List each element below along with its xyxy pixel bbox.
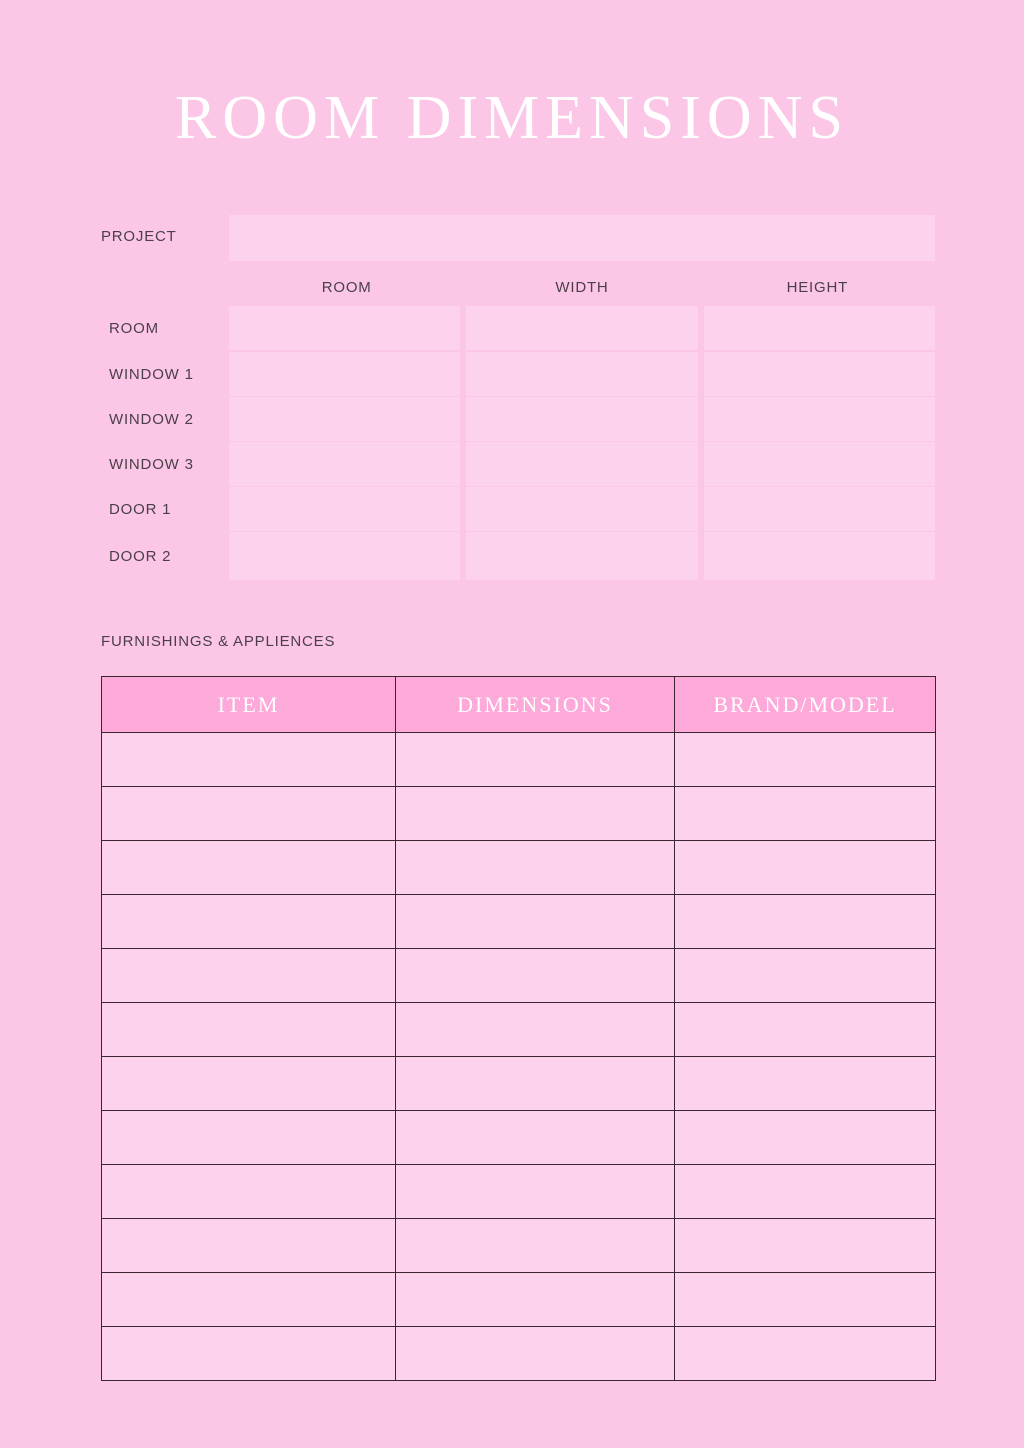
cell-dimensions[interactable] — [396, 787, 675, 841]
table-row — [102, 733, 936, 787]
dimensions-input[interactable] — [396, 1273, 674, 1326]
table-row — [102, 1111, 936, 1165]
cell-dimensions[interactable] — [396, 1219, 675, 1273]
dimensions-input[interactable] — [396, 841, 674, 894]
brand-model-input[interactable] — [675, 841, 935, 894]
cell-dimensions[interactable] — [396, 1165, 675, 1219]
cell-item[interactable] — [102, 1111, 396, 1165]
cell-door-2-room[interactable] — [229, 532, 460, 580]
item-input[interactable] — [102, 895, 395, 948]
item-input[interactable] — [102, 1111, 395, 1164]
item-input[interactable] — [102, 1003, 395, 1056]
furnishings-section-label: FURNISHINGS & APPLIENCES — [101, 633, 336, 650]
brand-model-input[interactable] — [675, 1273, 935, 1326]
brand-model-input[interactable] — [675, 1165, 935, 1218]
cell-dimensions[interactable] — [396, 1273, 675, 1327]
cell-window-3-height[interactable] — [704, 442, 935, 486]
cell-door-2-height[interactable] — [704, 532, 935, 580]
cell-dimensions[interactable] — [396, 895, 675, 949]
cell-item[interactable] — [102, 1057, 396, 1111]
cell-brand-model[interactable] — [675, 841, 936, 895]
brand-model-input[interactable] — [675, 895, 935, 948]
furnishings-table — [101, 676, 936, 1381]
table-row — [101, 306, 935, 350]
brand-model-input[interactable] — [675, 1111, 935, 1164]
item-input[interactable] — [102, 787, 395, 840]
furnishings-table-header — [102, 677, 936, 733]
brand-model-input[interactable] — [675, 949, 935, 1002]
table-row — [101, 487, 935, 531]
cell-window-3-room[interactable] — [229, 442, 460, 486]
dimensions-input[interactable] — [396, 733, 674, 786]
item-input[interactable] — [102, 1057, 395, 1110]
cell-window-2-height[interactable] — [704, 397, 935, 441]
row-cells — [229, 397, 935, 441]
dimensions-table-header — [229, 278, 935, 306]
dimensions-input[interactable] — [396, 1111, 674, 1164]
row-label-door-1: DOOR 1 — [109, 500, 172, 518]
brand-model-input[interactable] — [675, 1003, 935, 1056]
page-title: ROOM DIMENSIONS — [175, 84, 849, 152]
brand-model-input[interactable] — [675, 787, 935, 840]
dimensions-input[interactable] — [396, 895, 674, 948]
cell-door-1-height[interactable] — [704, 487, 935, 531]
project-row — [101, 215, 935, 261]
dimensions-input[interactable] — [396, 1003, 674, 1056]
row-label-window-1: WINDOW 1 — [109, 365, 194, 383]
row-cells — [229, 306, 935, 350]
cell-item[interactable] — [102, 841, 396, 895]
table-row — [101, 442, 935, 486]
cell-dimensions[interactable] — [396, 841, 675, 895]
cell-room-room[interactable] — [229, 306, 460, 350]
cell-brand-model[interactable] — [675, 949, 936, 1003]
cell-door-1-width[interactable] — [466, 487, 697, 531]
column-header-height: HEIGHT — [786, 279, 849, 296]
item-input[interactable] — [102, 841, 395, 894]
row-label-room: ROOM — [109, 319, 159, 337]
cell-window-1-width[interactable] — [466, 352, 697, 396]
table-row — [101, 352, 935, 396]
item-input[interactable] — [102, 1273, 395, 1326]
dimensions-input[interactable] — [396, 949, 674, 1002]
cell-window-2-room[interactable] — [229, 397, 460, 441]
cell-brand-model[interactable] — [675, 1057, 936, 1111]
table-row — [102, 1165, 936, 1219]
table-row — [102, 1057, 936, 1111]
row-cells — [229, 442, 935, 486]
row-cells — [229, 487, 935, 531]
table-row — [102, 1219, 936, 1273]
furnishings-table-body — [102, 733, 936, 1381]
cell-brand-model[interactable] — [675, 895, 936, 949]
dimensions-input[interactable] — [396, 1327, 674, 1380]
cell-brand-model[interactable] — [675, 733, 936, 787]
table-row — [102, 1003, 936, 1057]
dimensions-input[interactable] — [396, 1219, 674, 1272]
header-row — [102, 677, 936, 733]
cell-room-height[interactable] — [704, 306, 935, 350]
brand-model-input[interactable] — [675, 733, 935, 786]
column-header-room: ROOM — [321, 279, 372, 296]
table-row — [101, 532, 935, 580]
cell-dimensions[interactable] — [396, 1111, 675, 1165]
project-label: PROJECT — [101, 228, 177, 245]
cell-brand-model[interactable] — [675, 787, 936, 841]
cell-item[interactable] — [102, 895, 396, 949]
row-label-door-2: DOOR 2 — [109, 547, 172, 565]
item-input[interactable] — [102, 1219, 395, 1272]
column-header-item: ITEM — [102, 677, 396, 733]
dimensions-table — [101, 278, 935, 580]
cell-room-width[interactable] — [466, 306, 697, 350]
table-row — [102, 787, 936, 841]
brand-model-input[interactable] — [675, 1219, 935, 1272]
cell-brand-model[interactable] — [675, 1219, 936, 1273]
cell-window-2-width[interactable] — [466, 397, 697, 441]
cell-item[interactable] — [102, 1219, 396, 1273]
table-row — [102, 949, 936, 1003]
project-input[interactable] — [229, 215, 935, 261]
cell-dimensions[interactable] — [396, 1057, 675, 1111]
brand-model-input[interactable] — [675, 1327, 935, 1380]
row-cells — [229, 532, 935, 580]
table-row — [102, 1327, 936, 1381]
brand-model-input[interactable] — [675, 1057, 935, 1110]
item-input[interactable] — [102, 1327, 395, 1380]
cell-dimensions[interactable] — [396, 733, 675, 787]
cell-door-2-width[interactable] — [466, 532, 697, 580]
dimensions-input[interactable] — [396, 787, 674, 840]
column-header-width: WIDTH — [555, 279, 609, 296]
table-row — [102, 841, 936, 895]
cell-dimensions[interactable] — [396, 1327, 675, 1381]
table-row — [101, 397, 935, 441]
column-header-brand-model: BRAND/MODEL — [675, 677, 936, 733]
cell-brand-model[interactable] — [675, 1327, 936, 1381]
cell-dimensions[interactable] — [396, 1003, 675, 1057]
cell-window-1-room[interactable] — [229, 352, 460, 396]
row-label-window-3: WINDOW 3 — [109, 455, 194, 473]
dimensions-input[interactable] — [396, 1057, 674, 1110]
item-input[interactable] — [102, 949, 395, 1002]
cell-item[interactable] — [102, 787, 396, 841]
item-input[interactable] — [102, 1165, 395, 1218]
cell-brand-model[interactable] — [675, 1165, 936, 1219]
dimensions-input[interactable] — [396, 1165, 674, 1218]
cell-door-1-room[interactable] — [229, 487, 460, 531]
row-cells — [229, 352, 935, 396]
cell-brand-model[interactable] — [675, 1003, 936, 1057]
column-header-dimensions: DIMENSIONS — [396, 677, 675, 733]
cell-item[interactable] — [102, 1003, 396, 1057]
cell-window-3-width[interactable] — [466, 442, 697, 486]
cell-item[interactable] — [102, 1273, 396, 1327]
cell-brand-model[interactable] — [675, 1111, 936, 1165]
table-row — [102, 895, 936, 949]
cell-dimensions[interactable] — [396, 949, 675, 1003]
cell-item[interactable] — [102, 1327, 396, 1381]
cell-item[interactable] — [102, 733, 396, 787]
cell-item[interactable] — [102, 949, 396, 1003]
cell-window-1-height[interactable] — [704, 352, 935, 396]
cell-brand-model[interactable] — [675, 1273, 936, 1327]
row-label-window-2: WINDOW 2 — [109, 410, 194, 428]
item-input[interactable] — [102, 733, 395, 786]
table-row — [102, 1273, 936, 1327]
cell-item[interactable] — [102, 1165, 396, 1219]
